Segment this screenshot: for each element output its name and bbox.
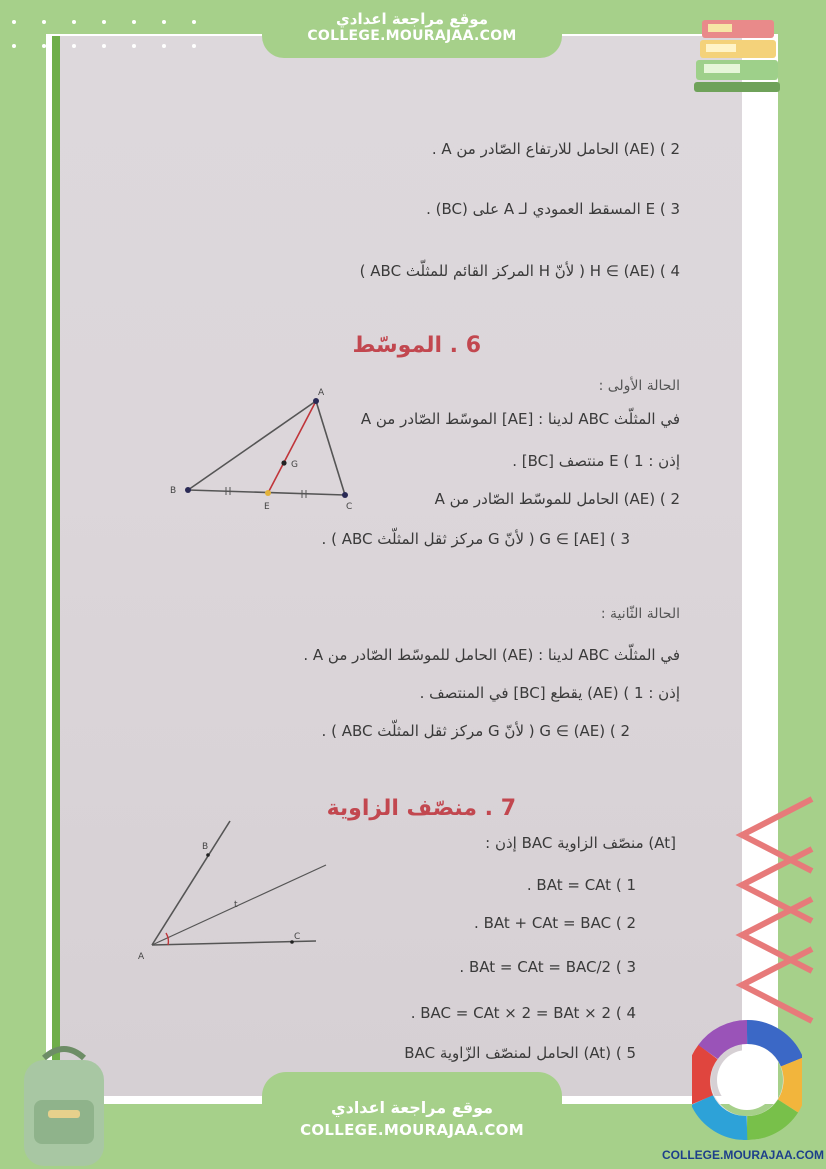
case2-line-3: 2 ) G ∈ (AE) ( لأنّ G مركز ثقل المثلّث ABC ) . bbox=[321, 722, 630, 740]
books-icon bbox=[690, 12, 790, 98]
case1-line-3: 2 ) (AE) الحامل للموسّط الصّادر من A bbox=[434, 490, 680, 508]
site-logo-text: COLLEGE.MOURAJAA.COM bbox=[662, 1148, 824, 1162]
case2-line-1: في المثلّث ABC لدينا : (AE) الحامل للموسّط الصّادر من A . bbox=[303, 646, 680, 664]
triangle-label-g: G bbox=[291, 460, 298, 470]
section7-line-1: 1 ) BAt = CAt . bbox=[526, 876, 636, 894]
case1-title: الحالة الأولى : bbox=[598, 378, 680, 394]
case2-title: الحالة الثّانية : bbox=[600, 606, 680, 622]
site-badge-bottom bbox=[262, 1072, 562, 1169]
site-badge-top bbox=[262, 0, 562, 58]
backpack-icon bbox=[4, 1040, 124, 1169]
chevrons-icon bbox=[734, 795, 818, 1030]
section7-line-3: 3 ) BAt = CAt = BAC/2 . bbox=[459, 958, 636, 976]
section6-title: 6 . الموسّط bbox=[352, 333, 481, 358]
site-url[interactable]: COLLEGE.MOURAJAA.COM bbox=[307, 28, 517, 44]
case1-line-1: في المثلّث ABC لدينا : [AE] الموسّط الصّادر من A bbox=[360, 410, 680, 428]
median-triangle-diagram bbox=[160, 385, 360, 515]
site-logo bbox=[692, 1020, 802, 1140]
angle-label-c: C bbox=[294, 932, 301, 942]
angle-label-t: t bbox=[234, 900, 238, 910]
site-url-bottom[interactable]: COLLEGE.MOURAJAA.COM bbox=[300, 1121, 524, 1139]
section7-title: 7 . منصّف الزاوية bbox=[326, 796, 516, 821]
line-top-3: 3 ) E المسقط العمودي لـ A على (BC) . bbox=[426, 200, 680, 218]
case1-line-4: 3 ) G ∈ [AE] ( لأنّ G مركز ثقل المثلّث ABC ) . bbox=[321, 530, 630, 548]
section7-line-5: 5 ) (At) الحامل لمنصّف الزّاوية BAC bbox=[404, 1044, 636, 1062]
section7-intro: [At) منصّف الزاوية BAC إذن : bbox=[485, 834, 676, 852]
triangle-label-b: B bbox=[170, 486, 177, 496]
triangle-label-a: A bbox=[318, 388, 325, 398]
triangle-label-e: E bbox=[264, 502, 270, 512]
case1-line-2: إذن : 1 ) E منتصف [BC] . bbox=[512, 452, 680, 470]
binding-strip bbox=[52, 36, 60, 1096]
section7-line-2: 2 ) BAt + CAt = BAC . bbox=[474, 914, 636, 932]
site-name-bottom: موقع مراجعة اعدادي bbox=[330, 1098, 494, 1117]
site-name: موقع مراجعة اعدادي bbox=[336, 10, 488, 28]
case2-line-2: إذن : 1 ) (AE) يقطع [BC] في المنتصف . bbox=[419, 684, 680, 702]
section7-line-4: 4 ) BAC = CAt × 2 = BAt × 2 . bbox=[410, 1004, 636, 1022]
angle-label-b: B bbox=[202, 842, 209, 852]
line-top-2: 2 ) (AE) الحامل للارتفاع الصّادر من A . bbox=[431, 140, 680, 158]
triangle-label-c: C bbox=[346, 502, 353, 512]
angle-bisector-diagram bbox=[130, 815, 330, 965]
angle-label-a: A bbox=[138, 952, 145, 962]
line-top-4: 4 ) H ∈ (AE) ( لأنّ H المركز القائم للمثلّث ABC ) bbox=[359, 262, 680, 280]
